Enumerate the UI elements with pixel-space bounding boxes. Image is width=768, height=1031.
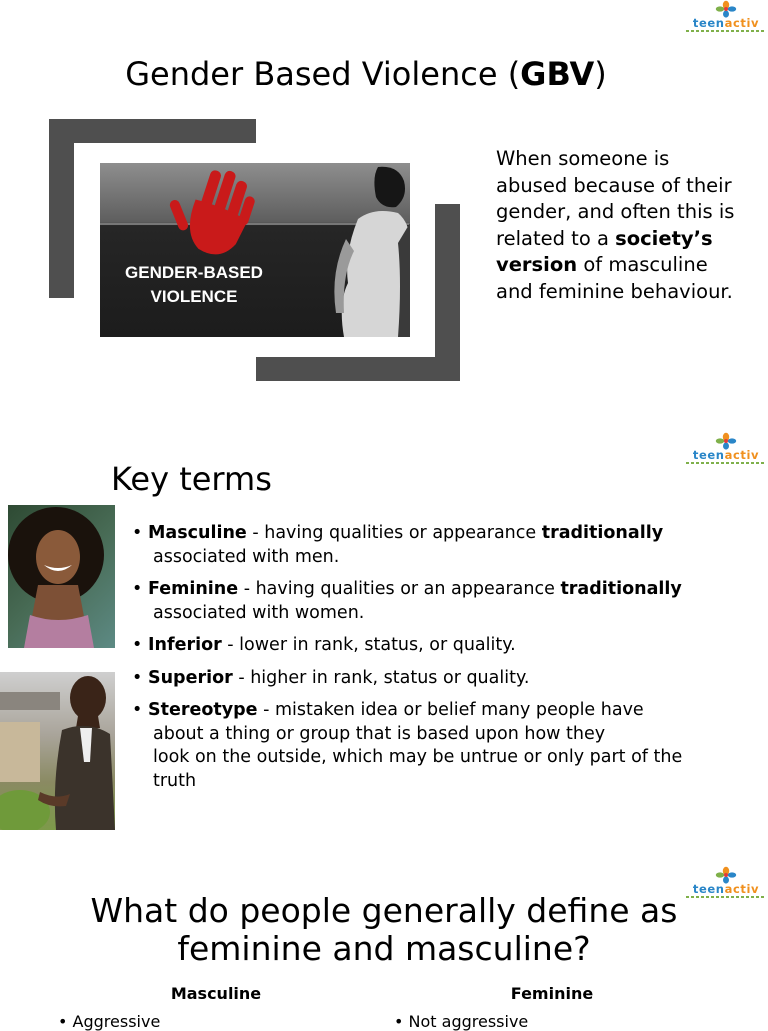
frame-bar-right bbox=[435, 204, 460, 380]
woman-photo bbox=[8, 505, 115, 648]
woman-silhouette bbox=[318, 163, 410, 337]
gbv-definition: When someone is abused because of their gender, and often this is related to a society’s version of masculine and feminine behaviour. bbox=[496, 147, 735, 303]
bullet: • bbox=[132, 635, 143, 655]
frame-bar-bottom bbox=[256, 357, 460, 381]
bullet: • bbox=[132, 667, 143, 688]
term-inferior: • Inferior - lower in rank, status, or quality. bbox=[132, 634, 732, 658]
key-terms-list bbox=[132, 522, 732, 793]
teenactiv-logo bbox=[684, 0, 768, 34]
frame-bar-left bbox=[49, 119, 74, 298]
definitions-title: What do people generally define as feminine and masculine? bbox=[90, 891, 678, 968]
teenactiv-logo bbox=[684, 432, 768, 466]
image-caption: GENDER-BASED VIOLENCE bbox=[125, 263, 263, 306]
feminine-header: Feminine bbox=[510, 984, 594, 1003]
feminine-item: • Not aggressive bbox=[394, 1012, 529, 1031]
bullet: • bbox=[132, 523, 143, 543]
frame-bar-top bbox=[49, 119, 256, 143]
slide-gbv bbox=[0, 0, 768, 420]
bullet: • bbox=[132, 700, 143, 720]
man-portrait bbox=[0, 672, 115, 830]
gbv-image bbox=[100, 163, 410, 337]
masculine-item: • Aggressive bbox=[58, 1012, 161, 1031]
logo-tagline bbox=[686, 462, 766, 464]
logo-wordmark: teenactiv bbox=[692, 882, 760, 896]
term-masculine: • Masculine - having qualities or appearance traditionally associated with men. bbox=[132, 523, 664, 567]
woman-portrait bbox=[8, 505, 115, 648]
logo-tagline bbox=[686, 30, 766, 32]
term-superior: • Superior - higher in rank, status or quality. bbox=[132, 667, 732, 691]
page-title: Gender Based Violence (GBV) bbox=[125, 55, 607, 93]
red-hand-icon bbox=[160, 165, 260, 265]
logo-wordmark: teenactiv bbox=[692, 16, 760, 30]
term-feminine: • Feminine - having qualities or an appearance traditionally associated with women. bbox=[132, 579, 682, 623]
bullet: • bbox=[132, 579, 143, 599]
key-terms-title: Key terms bbox=[111, 460, 272, 498]
man-photo bbox=[0, 672, 115, 830]
logo-wordmark: teenactiv bbox=[692, 448, 760, 462]
term-stereotype: • Stereotype - mistaken idea or belief many people have about a thing or group that is based upon how they look on the outside, which may be untrue or only part of the truth bbox=[132, 700, 683, 791]
masculine-header: Masculine bbox=[170, 984, 262, 1003]
